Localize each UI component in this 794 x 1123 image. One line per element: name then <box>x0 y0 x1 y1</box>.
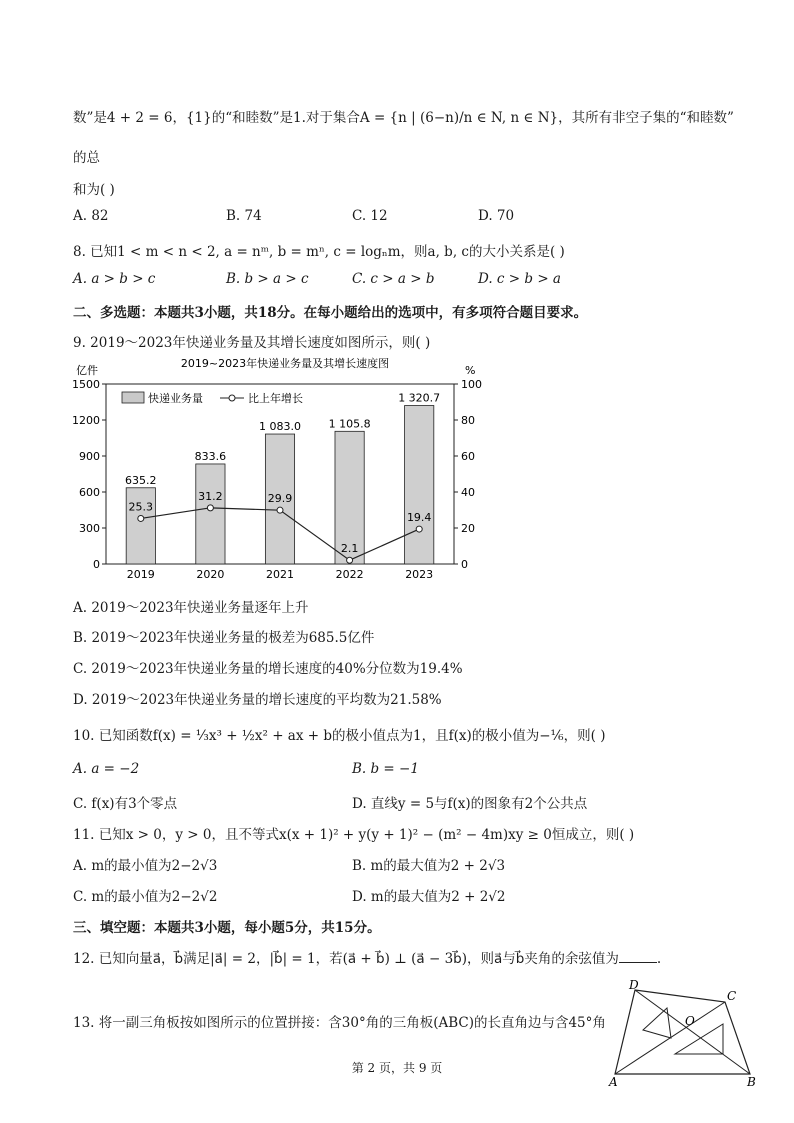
legend-line-marker <box>229 395 235 401</box>
y2-tick-label: 80 <box>461 414 475 427</box>
q8-option-a: A. a > b > c <box>73 271 156 287</box>
q7-option-d: D. 70 <box>478 208 515 224</box>
chart-title: 2019~2023年快递业务量及其增长速度图 <box>180 357 390 370</box>
label-d: D <box>629 978 639 992</box>
q9-option-d: D. 2019～2023年快递业务量的增长速度的平均数为21.58% <box>73 692 442 708</box>
q9-option-b: B. 2019～2023年快递业务量的极差为685.5亿件 <box>73 630 375 646</box>
q11-option-d: D. m的最大值为2 + 2√2 <box>352 889 506 905</box>
bar-2019 <box>126 488 155 564</box>
y2-tick-label: 20 <box>461 522 475 535</box>
x-tick-label: 2022 <box>335 568 364 581</box>
growth-point <box>207 505 213 511</box>
q9-option-a: A. 2019～2023年快递业务量逐年上升 <box>73 600 309 616</box>
growth-value-label: 2.1 <box>340 542 359 556</box>
q11-option-a: A. m的最小值为2−2√3 <box>73 858 218 874</box>
express-volume-chart <box>70 352 490 587</box>
chart-legend <box>122 391 303 405</box>
page-footer: 第 2 页，共 9 页 <box>351 1061 443 1075</box>
y2-tick-label: 60 <box>461 450 475 463</box>
growth-value-label: 29.9 <box>267 492 293 506</box>
x-tick-label: 2021 <box>266 568 294 581</box>
growth-value-label: 31.2 <box>198 489 223 503</box>
q12-answer-blank[interactable] <box>619 950 657 963</box>
growth-value-label: 25.3 <box>128 500 154 514</box>
q7-line2: 的总 <box>73 150 100 166</box>
q11-stem: 11. 已知x > 0，y > 0，且不等式x(x + 1)² + y(y + 1)² − (m² − 4m)xy ≥ 0恒成立，则( ) <box>73 827 635 843</box>
bar-value-label: 635.2 <box>125 473 157 487</box>
x-tick-label: 2019 <box>126 568 155 581</box>
chart-svg <box>70 352 490 587</box>
q7-option-b: B. 74 <box>226 208 262 224</box>
q10-stem: 10. 已知函数f(x) = ⅓x³ + ½x² + ax + b的极小值点为1，且f(x)的极小值为−⅙，则( ) <box>73 728 606 744</box>
q12-end: . <box>656 951 662 967</box>
bar-2023 <box>405 406 434 564</box>
label-a: A <box>609 1075 618 1088</box>
bar-value-label: 1 105.8 <box>328 417 371 431</box>
growth-point <box>277 507 283 513</box>
growth-value-label: 19.4 <box>406 511 432 525</box>
q10-option-b: B. b = −1 <box>352 761 419 777</box>
bar-value-label: 1 083.0 <box>259 420 301 434</box>
growth-point <box>416 526 422 532</box>
y2-tick-label: 40 <box>461 486 475 499</box>
bar-value-label: 1 320.7 <box>398 391 441 405</box>
q7-option-a: A. 82 <box>73 208 109 224</box>
y-tick-label: 300 <box>79 522 100 535</box>
bar-value-label: 833.6 <box>194 449 227 463</box>
y-tick-label: 1200 <box>72 414 100 427</box>
legend-line-label: 比上年增长 <box>248 392 303 405</box>
growth-point <box>347 557 353 563</box>
legend-bar-label: 快递业务量 <box>148 392 203 405</box>
q9-option-c: C. 2019～2023年快递业务量的增长速度的40%分位数为19.4% <box>73 661 463 677</box>
inner-triangle-left <box>643 1008 671 1038</box>
y-tick-label: 600 <box>79 486 100 499</box>
q8-option-b: B. b > a > c <box>226 271 309 287</box>
label-b: B <box>747 1075 756 1088</box>
q8-option-d: D. c > b > a <box>478 271 561 287</box>
q9-stem: 9. 2019～2023年快递业务量及其增长速度如图所示，则( ) <box>73 335 431 351</box>
right-axis-unit: % <box>465 364 476 377</box>
q10-option-a: A. a = −2 <box>73 761 140 777</box>
left-axis-unit: 亿件 <box>76 364 98 377</box>
q7-option-c: C. 12 <box>352 208 388 224</box>
q7-line1: 数”是4 + 2 = 6，{1}的“和睦数”是1.对于集合A = {n | (6−n)/n ∈ N, n ∈ N}，其所有非空子集的“和睦数” <box>73 110 734 126</box>
section-3-heading: 三、填空题：本题共3小题，每小题5分，共15分。 <box>73 920 381 936</box>
section-2-heading: 二、多选题：本题共3小题，共18分。在每小题给出的选项中，有多项符合题目要求。 <box>73 305 588 321</box>
q7-line3: 和为( ) <box>73 182 115 198</box>
label-c: C <box>727 989 737 1003</box>
q13-stem: 13. 将一副三角板按如图所示的位置拼接：含30°角的三角板(ABC)的长直角边与含45°角 <box>73 1015 606 1031</box>
label-o: O <box>685 1014 695 1028</box>
q11-option-c: C. m的最小值为2−2√2 <box>73 889 218 905</box>
y2-tick-label: 0 <box>461 558 468 571</box>
q12-stem <box>73 947 661 967</box>
q8-option-c: C. c > a > b <box>352 271 435 287</box>
y-tick-label: 900 <box>79 450 100 463</box>
y-tick-label: 1500 <box>72 378 100 391</box>
growth-point <box>138 515 144 521</box>
x-tick-label: 2023 <box>405 568 434 581</box>
x-tick-label: 2020 <box>196 568 225 581</box>
q10-option-d: D. 直线y = 5与f(x)的图象有2个公共点 <box>352 796 588 812</box>
q10-option-c: C. f(x)有3个零点 <box>73 796 178 812</box>
y-tick-label: 0 <box>93 558 100 571</box>
q8-stem: 8. 已知1 < m < n < 2, a = nᵐ, b = mⁿ, c = logₙm，则a, b, c的大小关系是( ) <box>73 244 565 260</box>
y2-tick-label: 100 <box>461 378 482 391</box>
bar-2020 <box>196 464 225 564</box>
q11-option-b: B. m的最大值为2 + 2√3 <box>352 858 506 874</box>
q12-text: 12. 已知向量a⃗，b⃗满足|a⃗| = 2，|b⃗| = 1，若(a⃗ + b⃗) ⊥ (a⃗ − 3b⃗)，则a⃗与b⃗夹角的余弦值为 <box>73 951 619 967</box>
legend-bar-swatch <box>122 392 144 403</box>
